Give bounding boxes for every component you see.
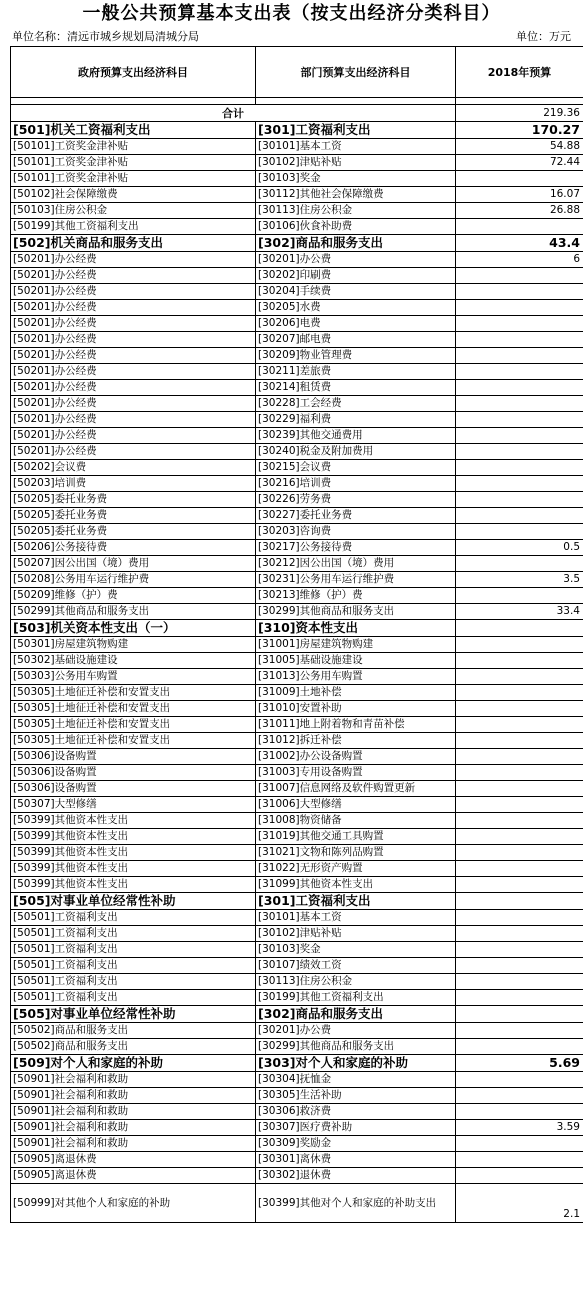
gov-cell: [50208]公务用车运行维护费 — [11, 572, 256, 588]
budget-cell — [456, 829, 583, 845]
dept-cell: [30113]住房公积金 — [256, 974, 456, 990]
gov-cell: [50203]培训费 — [11, 476, 256, 492]
budget-cell — [456, 444, 583, 460]
table-row — [11, 1152, 583, 1168]
gov-cell: [50307]大型修缮 — [11, 797, 256, 813]
gov-cell: [50502]商品和服务支出 — [11, 1039, 256, 1055]
table-row — [11, 958, 583, 974]
budget-cell — [456, 508, 583, 524]
gov-cell: [50206]公务接待费 — [11, 540, 256, 556]
unit-name: 单位名称：清远市城乡规划局清城分局 — [12, 30, 199, 43]
budget-cell — [456, 1023, 583, 1039]
table-row — [11, 252, 583, 268]
table-row — [11, 765, 583, 781]
gov-cell: [50399]其他资本性支出 — [11, 845, 256, 861]
gov-cell: [50305]土地征迁补偿和安置支出 — [11, 685, 256, 701]
gov-cell: [50905]离退休费 — [11, 1168, 256, 1184]
dept-cell: [301]工资福利支出 — [256, 122, 456, 139]
budget-cell — [456, 861, 583, 877]
budget-cell — [456, 1088, 583, 1104]
gov-cell: [50201]办公经费 — [11, 396, 256, 412]
table-row — [11, 653, 583, 669]
total-row — [11, 105, 583, 122]
gov-cell: [50399]其他资本性支出 — [11, 861, 256, 877]
budget-cell: 6 — [456, 252, 583, 268]
table-row — [11, 203, 583, 219]
budget-cell: 3.5 — [456, 572, 583, 588]
table-row — [11, 508, 583, 524]
section-row — [11, 620, 583, 637]
gov-cell: [50205]委托业务费 — [11, 508, 256, 524]
dept-cell: [30201]办公费 — [256, 1023, 456, 1039]
table-row — [11, 332, 583, 348]
dept-cell: [30112]其他社会保障缴费 — [256, 187, 456, 203]
dept-cell: [30205]水费 — [256, 300, 456, 316]
table-row — [11, 412, 583, 428]
dept-cell: [30103]奖金 — [256, 942, 456, 958]
table-row — [11, 974, 583, 990]
table-row — [11, 926, 583, 942]
dept-cell: [30209]物业管理费 — [256, 348, 456, 364]
section-row — [11, 893, 583, 910]
header-gov: 政府预算支出经济科目 — [11, 47, 256, 98]
dept-cell: [31022]无形资产购置 — [256, 861, 456, 877]
gov-cell: [50102]社会保障缴费 — [11, 187, 256, 203]
budget-cell — [456, 524, 583, 540]
budget-cell — [456, 813, 583, 829]
gov-cell: [50209]维修（护）费 — [11, 588, 256, 604]
gov-cell: [50103]住房公积金 — [11, 203, 256, 219]
gov-cell: [50201]办公经费 — [11, 284, 256, 300]
dept-cell: [31006]大型修缮 — [256, 797, 456, 813]
budget-cell — [456, 171, 583, 187]
dept-cell: [30226]劳务费 — [256, 492, 456, 508]
gov-cell: [50101]工资奖金津补贴 — [11, 139, 256, 155]
gov-cell: [50501]工资福利支出 — [11, 974, 256, 990]
dept-cell: [30101]基本工资 — [256, 139, 456, 155]
budget-cell — [456, 845, 583, 861]
budget-cell — [456, 396, 583, 412]
table-row — [11, 268, 583, 284]
dept-cell: [302]商品和服务支出 — [256, 235, 456, 252]
budget-cell — [456, 1136, 583, 1152]
table-row — [11, 1184, 583, 1223]
budget-cell — [456, 1072, 583, 1088]
dept-cell: [30102]津贴补贴 — [256, 155, 456, 171]
gov-cell: [50999]对其他个人和家庭的补助 — [11, 1184, 256, 1223]
gov-cell: [50399]其他资本性支出 — [11, 877, 256, 893]
dept-cell: [31013]公务用车购置 — [256, 669, 456, 685]
dept-cell: [30101]基本工资 — [256, 910, 456, 926]
section-row — [11, 1006, 583, 1023]
budget-cell — [456, 1168, 583, 1184]
table-row — [11, 219, 583, 235]
page-title: 一般公共预算基本支出表（按支出经济分类科目） — [82, 3, 501, 24]
gov-cell: [501]机关工资福利支出 — [11, 122, 256, 139]
gov-cell: [50201]办公经费 — [11, 412, 256, 428]
dept-cell: [30204]手续费 — [256, 284, 456, 300]
gov-cell: [50201]办公经费 — [11, 252, 256, 268]
table-row — [11, 1072, 583, 1088]
dept-cell: [30302]退休费 — [256, 1168, 456, 1184]
table-row — [11, 942, 583, 958]
budget-cell: 72.44 — [456, 155, 583, 171]
gov-cell: [50299]其他商品和服务支出 — [11, 604, 256, 620]
dept-cell: [30106]伙食补助费 — [256, 219, 456, 235]
gov-cell: [50101]工资奖金津补贴 — [11, 171, 256, 187]
budget-cell — [456, 428, 583, 444]
dept-cell: [30305]生活补助 — [256, 1088, 456, 1104]
budget-cell: 33.4 — [456, 604, 583, 620]
gov-cell: [50305]土地征迁补偿和安置支出 — [11, 733, 256, 749]
budget-cell: 3.59 — [456, 1120, 583, 1136]
dept-cell: [30206]电费 — [256, 316, 456, 332]
table-row — [11, 139, 583, 155]
budget-cell — [456, 300, 583, 316]
budget-cell — [456, 685, 583, 701]
table-row — [11, 813, 583, 829]
table-row — [11, 444, 583, 460]
dept-cell: [31002]办公设备购置 — [256, 749, 456, 765]
dept-cell: [31099]其他资本性支出 — [256, 877, 456, 893]
dept-cell: [30203]咨询费 — [256, 524, 456, 540]
budget-cell — [456, 653, 583, 669]
dept-cell: [30202]印刷费 — [256, 268, 456, 284]
dept-cell: [30307]医疗费补助 — [256, 1120, 456, 1136]
budget-cell — [456, 781, 583, 797]
table-row — [11, 1136, 583, 1152]
dept-cell: [30214]租赁费 — [256, 380, 456, 396]
table-row — [11, 1039, 583, 1055]
table-row — [11, 316, 583, 332]
table-row — [11, 572, 583, 588]
dept-cell: [31008]物资储备 — [256, 813, 456, 829]
budget-cell: 26.88 — [456, 203, 583, 219]
gov-cell: [50501]工资福利支出 — [11, 926, 256, 942]
budget-cell — [456, 1104, 583, 1120]
total-label: 合计 — [11, 105, 456, 122]
dept-cell: [30215]会议费 — [256, 460, 456, 476]
gov-cell: [50207]因公出国（境）费用 — [11, 556, 256, 572]
meta-bar — [0, 28, 583, 46]
table-row — [11, 797, 583, 813]
budget-cell: 170.27 — [456, 122, 583, 139]
gov-cell: [50905]离退休费 — [11, 1152, 256, 1168]
gov-cell: [50201]办公经费 — [11, 332, 256, 348]
gov-cell: [50202]会议费 — [11, 460, 256, 476]
gov-cell: [50303]公务用车购置 — [11, 669, 256, 685]
dept-cell: [30212]因公出国（境）费用 — [256, 556, 456, 572]
gov-cell: [50501]工资福利支出 — [11, 910, 256, 926]
budget-cell: 54.88 — [456, 139, 583, 155]
dept-cell: [301]工资福利支出 — [256, 893, 456, 910]
dept-cell: [30103]奖金 — [256, 171, 456, 187]
section-row — [11, 1055, 583, 1072]
table-row — [11, 829, 583, 845]
budget-table — [10, 46, 583, 1223]
table-row — [11, 910, 583, 926]
gov-cell: [50201]办公经费 — [11, 348, 256, 364]
table-row — [11, 476, 583, 492]
gov-cell: [50201]办公经费 — [11, 300, 256, 316]
table-row — [11, 861, 583, 877]
table-row — [11, 733, 583, 749]
budget-cell: 0.5 — [456, 540, 583, 556]
budget-cell — [456, 797, 583, 813]
budget-cell — [456, 316, 583, 332]
table-row — [11, 396, 583, 412]
budget-cell — [456, 877, 583, 893]
gov-cell: [50901]社会福利和救助 — [11, 1088, 256, 1104]
dept-cell: [30304]抚恤金 — [256, 1072, 456, 1088]
header-budget: 2018年预算 — [456, 47, 583, 98]
gov-cell: [50201]办公经费 — [11, 444, 256, 460]
table-row — [11, 155, 583, 171]
budget-cell — [456, 332, 583, 348]
budget-cell — [456, 637, 583, 653]
gov-cell: [50205]委托业务费 — [11, 524, 256, 540]
gov-cell: [50199]其他工资福利支出 — [11, 219, 256, 235]
table-row — [11, 1104, 583, 1120]
table-row — [11, 685, 583, 701]
table-row — [11, 701, 583, 717]
gov-cell: [50901]社会福利和救助 — [11, 1120, 256, 1136]
budget-cell — [456, 942, 583, 958]
gov-cell: [50302]基础设施建设 — [11, 653, 256, 669]
gov-cell: [50501]工资福利支出 — [11, 990, 256, 1006]
budget-cell: 43.4 — [456, 235, 583, 252]
budget-cell — [456, 1006, 583, 1023]
dept-cell: [31003]专用设备购置 — [256, 765, 456, 781]
dept-cell: [30299]其他商品和服务支出 — [256, 1039, 456, 1055]
dept-cell: [30240]税金及附加费用 — [256, 444, 456, 460]
budget-cell — [456, 910, 583, 926]
budget-cell — [456, 588, 583, 604]
dept-cell: [30199]其他工资福利支出 — [256, 990, 456, 1006]
dept-cell: [30231]公务用车运行维护费 — [256, 572, 456, 588]
budget-cell — [456, 476, 583, 492]
dept-cell: [31005]基础设施建设 — [256, 653, 456, 669]
table-row — [11, 604, 583, 620]
dept-cell: [30229]福利费 — [256, 412, 456, 428]
budget-cell — [456, 268, 583, 284]
dept-cell: [31019]其他交通工具购置 — [256, 829, 456, 845]
dept-cell: [30107]绩效工资 — [256, 958, 456, 974]
dept-cell: [30309]奖励金 — [256, 1136, 456, 1152]
dept-cell: [31007]信息网络及软件购置更新 — [256, 781, 456, 797]
budget-cell — [456, 412, 583, 428]
total-value: 219.36 — [456, 105, 583, 122]
table-row — [11, 380, 583, 396]
table-row — [11, 1168, 583, 1184]
dept-cell: [30102]津贴补贴 — [256, 926, 456, 942]
dept-cell: [30399]其他对个人和家庭的补助支出 — [256, 1184, 456, 1223]
budget-cell — [456, 990, 583, 1006]
gov-cell: [50306]设备购置 — [11, 749, 256, 765]
table-row — [11, 990, 583, 1006]
gov-cell: [50201]办公经费 — [11, 316, 256, 332]
gov-cell: [50305]土地征迁补偿和安置支出 — [11, 717, 256, 733]
gov-cell: [50301]房屋建筑物购建 — [11, 637, 256, 653]
table-row — [11, 637, 583, 653]
gov-cell: [50501]工资福利支出 — [11, 942, 256, 958]
table-row — [11, 669, 583, 685]
budget-cell — [456, 284, 583, 300]
gov-cell: [50205]委托业务费 — [11, 492, 256, 508]
dept-cell: [30216]培训费 — [256, 476, 456, 492]
budget-cell — [456, 669, 583, 685]
dept-cell: [30207]邮电费 — [256, 332, 456, 348]
table-row — [11, 540, 583, 556]
budget-cell — [456, 765, 583, 781]
budget-cell — [456, 219, 583, 235]
budget-cell — [456, 958, 583, 974]
dept-cell: [310]资本性支出 — [256, 620, 456, 637]
dept-cell: [31001]房屋建筑物购建 — [256, 637, 456, 653]
gov-cell: [50201]办公经费 — [11, 268, 256, 284]
budget-cell — [456, 1039, 583, 1055]
dept-cell: [30301]离休费 — [256, 1152, 456, 1168]
budget-cell — [456, 893, 583, 910]
budget-cell — [456, 492, 583, 508]
table-row — [11, 1088, 583, 1104]
budget-cell: 16.07 — [456, 187, 583, 203]
dept-cell: [31012]拆迁补偿 — [256, 733, 456, 749]
budget-cell: 2.1 — [456, 1184, 583, 1223]
dept-cell: [30113]住房公积金 — [256, 203, 456, 219]
dept-cell: [30299]其他商品和服务支出 — [256, 604, 456, 620]
gov-cell: [50201]办公经费 — [11, 428, 256, 444]
table-row — [11, 1120, 583, 1136]
section-row — [11, 122, 583, 139]
budget-cell — [456, 733, 583, 749]
budget-cell — [456, 974, 583, 990]
table-row — [11, 300, 583, 316]
gov-cell: [50901]社会福利和救助 — [11, 1072, 256, 1088]
dept-cell: [31011]地上附着物和青苗补偿 — [256, 717, 456, 733]
dept-cell: [31009]土地补偿 — [256, 685, 456, 701]
table-row — [11, 877, 583, 893]
unit-money: 单位：万元 — [516, 30, 571, 43]
budget-cell — [456, 380, 583, 396]
budget-cell — [456, 926, 583, 942]
budget-cell — [456, 348, 583, 364]
header-row — [11, 47, 583, 98]
budget-cell — [456, 749, 583, 765]
dept-cell: [30228]工会经费 — [256, 396, 456, 412]
gov-cell: [50201]办公经费 — [11, 364, 256, 380]
gov-cell: [50901]社会福利和救助 — [11, 1104, 256, 1120]
dept-cell: [30217]公务接待费 — [256, 540, 456, 556]
gov-cell: [50306]设备购置 — [11, 765, 256, 781]
table-row — [11, 428, 583, 444]
gov-cell: [50501]工资福利支出 — [11, 958, 256, 974]
table-row — [11, 364, 583, 380]
dept-cell: [302]商品和服务支出 — [256, 1006, 456, 1023]
table-row — [11, 845, 583, 861]
dept-cell: [30239]其他交通费用 — [256, 428, 456, 444]
gov-cell: [50399]其他资本性支出 — [11, 829, 256, 845]
dept-cell: [31021]文物和陈列品购置 — [256, 845, 456, 861]
table-row — [11, 781, 583, 797]
table-row — [11, 1023, 583, 1039]
gov-cell: [50399]其他资本性支出 — [11, 813, 256, 829]
spacer-row — [11, 98, 583, 105]
table-row — [11, 460, 583, 476]
gov-cell: [509]对个人和家庭的补助 — [11, 1055, 256, 1072]
dept-cell: [30227]委托业务费 — [256, 508, 456, 524]
gov-cell: [505]对事业单位经常性补助 — [11, 1006, 256, 1023]
gov-cell: [50306]设备购置 — [11, 781, 256, 797]
table-row — [11, 556, 583, 572]
table-row — [11, 749, 583, 765]
gov-cell: [50901]社会福利和救助 — [11, 1136, 256, 1152]
gov-cell: [502]机关商品和服务支出 — [11, 235, 256, 252]
budget-cell — [456, 717, 583, 733]
table-row — [11, 717, 583, 733]
budget-cell — [456, 701, 583, 717]
budget-cell — [456, 556, 583, 572]
header-dept: 部门预算支出经济科目 — [256, 47, 456, 98]
gov-cell: [50201]办公经费 — [11, 380, 256, 396]
dept-cell: [31010]安置补助 — [256, 701, 456, 717]
dept-cell: [30306]救济费 — [256, 1104, 456, 1120]
table-row — [11, 348, 583, 364]
gov-cell: [50305]土地征迁补偿和安置支出 — [11, 701, 256, 717]
gov-cell: [50502]商品和服务支出 — [11, 1023, 256, 1039]
budget-cell: 5.69 — [456, 1055, 583, 1072]
table-row — [11, 492, 583, 508]
dept-cell: [30201]办公费 — [256, 252, 456, 268]
gov-cell: [50101]工资奖金津补贴 — [11, 155, 256, 171]
budget-cell — [456, 460, 583, 476]
table-row — [11, 588, 583, 604]
dept-cell: [30211]差旅费 — [256, 364, 456, 380]
table-row — [11, 171, 583, 187]
budget-cell — [456, 1152, 583, 1168]
dept-cell: [30213]维修（护）费 — [256, 588, 456, 604]
gov-cell: [503]机关资本性支出（一） — [11, 620, 256, 637]
table-row — [11, 284, 583, 300]
budget-cell — [456, 620, 583, 637]
table-row — [11, 524, 583, 540]
gov-cell: [505]对事业单位经常性补助 — [11, 893, 256, 910]
section-row — [11, 235, 583, 252]
dept-cell: [303]对个人和家庭的补助 — [256, 1055, 456, 1072]
budget-cell — [456, 364, 583, 380]
table-row — [11, 187, 583, 203]
